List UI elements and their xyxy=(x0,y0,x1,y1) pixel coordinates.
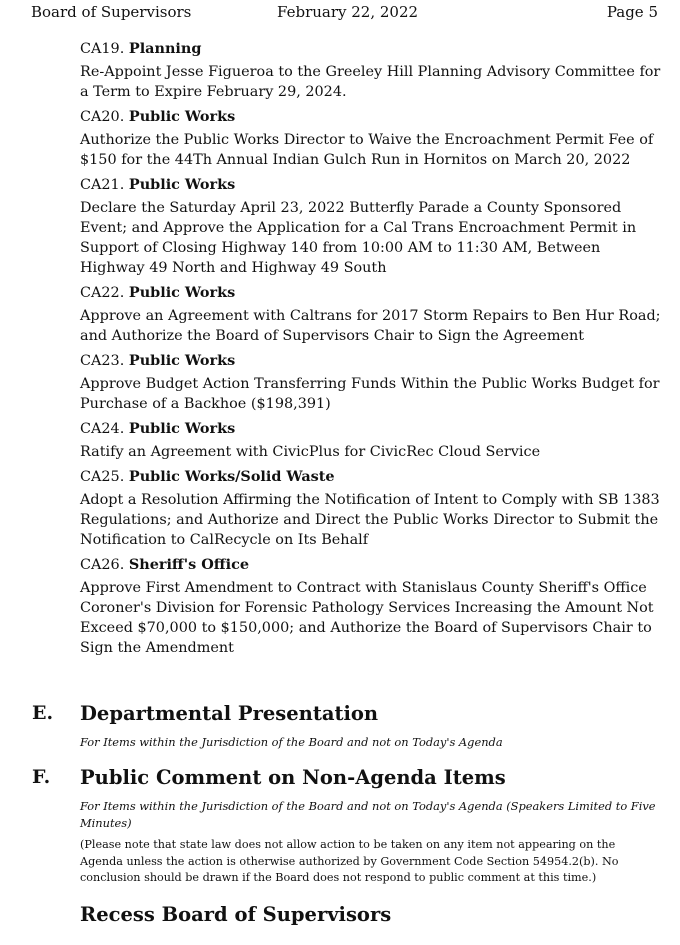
header-board-name: Board of Supervisors xyxy=(31,3,192,21)
item-code: CA24. xyxy=(80,421,125,437)
section-subtitle: For Items within the Jurisdiction of the Board and not on Today's Agenda xyxy=(80,735,503,749)
item-heading xyxy=(80,554,665,576)
item-code: CA25. xyxy=(80,469,125,485)
item-heading xyxy=(80,38,665,60)
header-page-number: Page 5 xyxy=(606,3,658,21)
section-title: Departmental Presentation xyxy=(80,702,379,725)
section-e-departmental-presentation xyxy=(32,702,662,754)
item-department: Public Works xyxy=(128,352,236,369)
item-heading xyxy=(80,282,665,304)
item-code: CA26. xyxy=(80,557,125,573)
item-description: Approve Budget Action Transferring Funds Within the Public Works Budget for Purchase of a Backhoe ($198,391) xyxy=(80,376,660,412)
item-code: CA19. xyxy=(80,41,125,57)
item-department: Public Works xyxy=(128,420,236,437)
section-title: Recess Board of Supervisors xyxy=(80,903,392,926)
agenda-item-ca19 xyxy=(80,38,665,102)
item-code: CA23. xyxy=(80,353,125,369)
item-heading xyxy=(80,418,665,440)
agenda-item-ca20 xyxy=(80,106,665,170)
section-f-public-comment xyxy=(32,766,662,891)
item-description: Authorize the Public Works Director to Waive the Encroachment Permit Fee of $150 for the 44Th Annual Indian Gulch Run in Hornitos on March 20, 2022 xyxy=(80,132,654,168)
item-description: Adopt a Resolution Affirming the Notification of Intent to Comply with SB 1383 Regulations; and Authorize and Direct the Public Works Director to Submit the Notification to CalRecycle on Its Behalf xyxy=(80,492,660,548)
item-department: Planning xyxy=(128,40,202,57)
item-heading xyxy=(80,350,665,372)
agenda-item-ca22 xyxy=(80,282,665,346)
item-heading xyxy=(80,174,665,196)
item-description: Re-Appoint Jesse Figueroa to the Greeley Hill Planning Advisory Committee for a Term to Expire February 29, 2024. xyxy=(80,64,661,100)
item-description: Ratify an Agreement with CivicPlus for CivicRec Cloud Service xyxy=(80,444,541,460)
item-heading xyxy=(80,466,665,488)
section-letter: F. xyxy=(32,766,51,788)
item-department: Public Works xyxy=(128,108,236,125)
section-title: Public Comment on Non-Agenda Items xyxy=(80,766,506,789)
item-description: Approve First Amendment to Contract with Stanislaus County Sheriff's Office Coroner's Division for Forensic Pathology Services Increasing the Amount Not Exceed $70,000 to $150,000; and Authorize the Board of Supervisors Chair to Sign the Amendment xyxy=(80,580,654,656)
agenda-item-ca26 xyxy=(80,554,665,658)
section-letter: E. xyxy=(32,702,54,724)
consent-agenda-items xyxy=(80,38,665,662)
item-description: Declare the Saturday April 23, 2022 Butterfly Parade a County Sponsored Event; and Approve the Application for a Cal Trans Encroachment Permit in Support of Closing Highway 140 from 10:00 AM to 11:30 AM, Between Highway 49 North and Highway 49 South xyxy=(80,200,637,276)
header-date: February 22, 2022 xyxy=(277,3,419,21)
item-department: Public Works/Solid Waste xyxy=(128,468,335,485)
item-code: CA22. xyxy=(80,285,125,301)
agenda-item-ca23 xyxy=(80,350,665,414)
section-recess xyxy=(32,903,662,935)
item-code: CA21. xyxy=(80,177,125,193)
item-department: Public Works xyxy=(128,176,236,193)
agenda-item-ca24 xyxy=(80,418,665,462)
section-note: (Please note that state law does not allow action to be taken on any item not appearing on the Agenda unless the action is otherwise authorized by Government Code Section 54954.2(b). No conclusion should be drawn if the Board does not respond to public comment at this time.) xyxy=(80,838,619,884)
agenda-item-ca21 xyxy=(80,174,665,278)
item-department: Public Works xyxy=(128,284,236,301)
section-subtitle: For Items within the Jurisdiction of the Board and not on Today's Agenda (Speakers Limited to Five Minutes) xyxy=(80,799,656,830)
agenda-item-ca25 xyxy=(80,466,665,550)
item-department: Sheriff's Office xyxy=(128,556,249,573)
page-header xyxy=(31,3,658,25)
item-heading xyxy=(80,106,665,128)
item-description: Approve an Agreement with Caltrans for 2017 Storm Repairs to Ben Hur Road; and Authorize the Board of Supervisors Chair to Sign the Agreement xyxy=(80,308,661,344)
item-code: CA20. xyxy=(80,109,125,125)
